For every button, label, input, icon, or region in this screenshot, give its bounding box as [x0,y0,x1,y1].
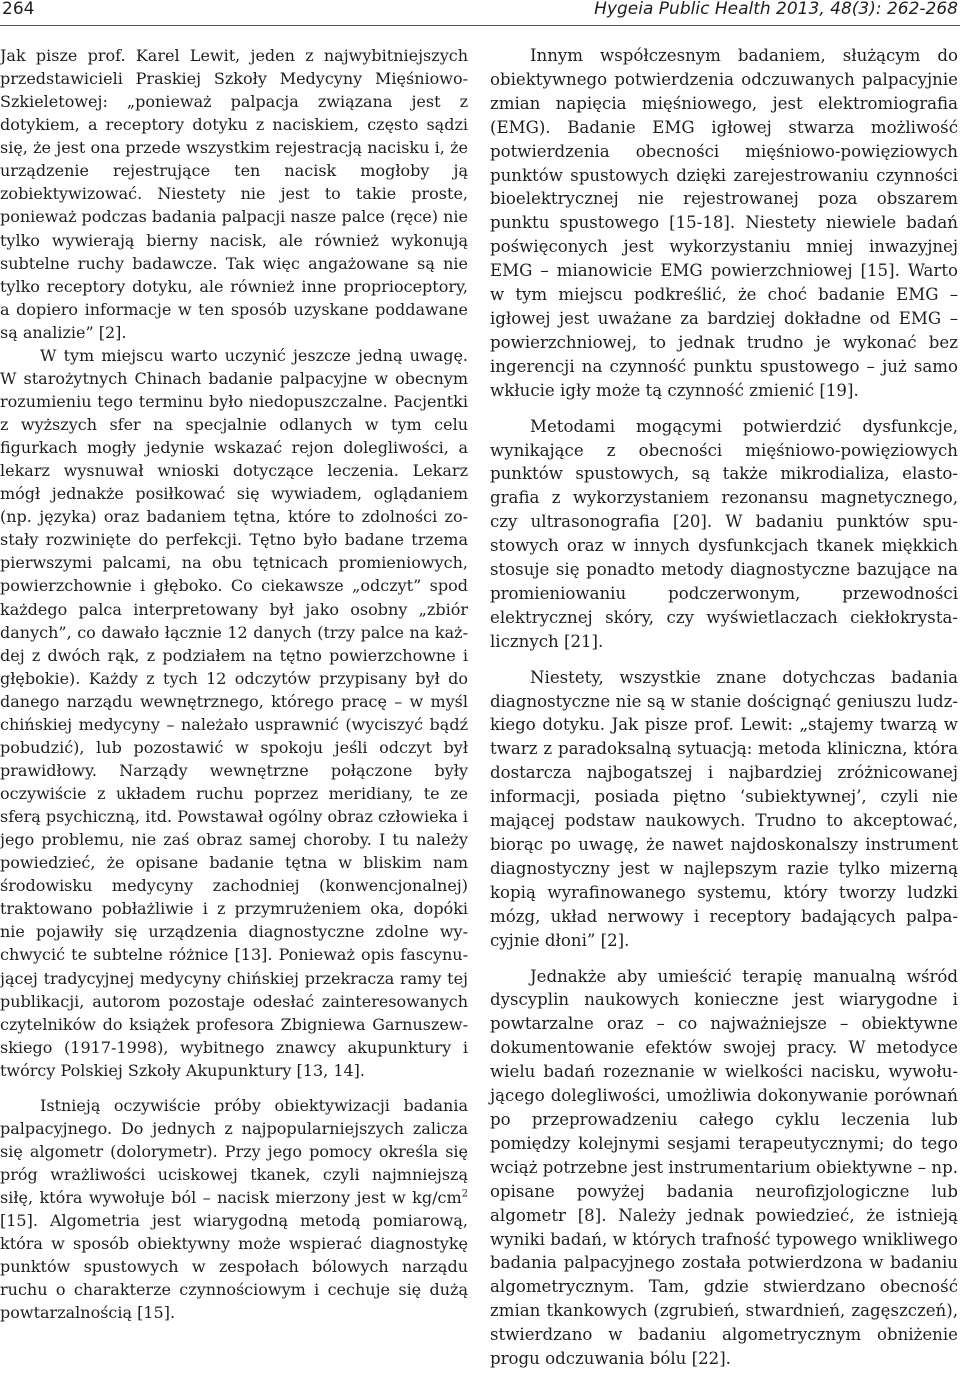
paragraph-lewit-quote: Jak pisze prof. Karel Lewit, jeden z najwybitniejszych przedstawicieli Praskiej Szkoły Medycyny Mięśniowo-Szkieletowej: „ponieważ palpacja związana jest z dotykiem, a receptory dotyku z naciskiem, często sądzi się, że jest ona przede wszystkim rejestracją nacisku i, że urządzenie rejestrujące ten nacisk mogłoby ją zobiektywizować. Niestety nie jest to takie proste, ponieważ podczas badania palpacji nasze palce (ręce) nie tylko wywierają bierny nacisk, ale również wykonują subtelne ruchy badawcze. Tak więc angażowane są nie tylko receptory dotyku, ale również inne proprioceptory, a dopiero informacje w ten sposób uzyskane poddawane są analizie” [2]. [0,46,468,342]
right-column [490,44,958,1371]
paragraph-manual-therapy: Jednakże aby umieścić terapię manualną wśród dyscyplin naukowych konieczne jest wiarygodne i powtarzalne oraz – co najważniejsze – obiektywne dokumentowanie efektów swojej pracy. W metodyce wielu badań rozeznanie w wielkości nacisku, wywołującego dolegliwości, umożliwia dokonywanie porównań po przeprowadzeniu całego cyklu leczenia lub pomiędzy kolejnymi sesjami terapeutycznymi; do tego wciąż potrzebne jest instrumentarium obiektywne – np. opisane powyżej badania neurofizjologiczne lub algometr [8]. Należy jednak powiedzieć, że istnieją wyniki badań, w których trafność typowego wnikliwego badania palpacyjnego została potwierdzona w badaniu algometrycznym. Tam, gdzie stwierdzano obecność zmian tkankowych (zgrubień, stwardnień, zagęszczeń), stwierdzano w badaniu algometrycznym obniżenie progu odczuwania bólu [22]. [490,966,958,1369]
page-number: 264 [2,0,35,19]
paragraph-chinese-medicine: W tym miejscu warto uczynić jeszcze jedną uwagę. W starożytnych Chinach badanie palpacyjne w obecnym rozumieniu tego terminu było niedopuszczalne. Pacjentki z wyższych sfer na specjalnie odlanych w tym celu figurkach mogły jedynie wskazać rejon dolegliwości, a lekarz wysnuwał wnioski dotyczące leczenia. Lekarz mógł jednakże posiłkować się wywiadem, oglądaniem (np. języka) oraz badaniem tętna, które to zdolności zostały rozwinięte do perfekcji. Tętno było badane trzema pierwszymi palcami, na obu tętnicach promieniowych, powierzchownie i głęboko. Co ciekawsze „odczyt” spod każdego palca interpretowany był jako osobny „zbiór danych”, co dawało łącznie 12 danych (trzy palce na każdej z dwóch rąk, z podziałem na tętno powierzchowne i głębokie). Każdy z tych 12 odczytów przypisany był do danego narządu wewnętrznego, którego pracę – w myśl chińskiej medycyny – należało usprawnić (wyciszyć bądź pobudzić), lub pozostawić w spokoju jeśli odczyt był prawidłowy. Narządy wewnętrzne połączone były oczywiście z układem ruchu poprzez meridiany, te ze sferą psychiczną, itd. Powstawał ogólny obraz człowieka i jego problemu, nie zaś obraz samej choroby. I tu należy powiedzieć, że opisane badanie tętna w bliskim nam środowisku medycyny zachodniej (konwencjonalnej) traktowano pobłażliwie i z przymrużeniem oka, dopóki nie pojawiły się urządzenia diagnostyczne zdolne wychwycić te subtelne różnice [13]. Ponieważ opis fascynującej tradycyjnej medycyny chińskiej przekracza ramy tej publikacji, autorom pozostaje odesłać zainteresowanych czytelników do książek profesora Zbigniewa Garnuszewskiego (1917-1998), wybitnego znawcy akupunktury i twórcy Polskiej Szkoły Akupunktury [13, 14]. [0,345,468,1080]
left-column [0,44,468,1324]
algometer-text-start: Istnieją oczywiście próby obiektywizacji badania palpacyjnego. Do jednych z najpopularniejszych zalicza się algometr (dolorymetr). Przy jego pomocy określa się próg wrażliwości uciskowej tkanek, czyli najmniejszą siłę, która wywołuje ból – nacisk mierzony jest w kg/cm [0,1095,468,1208]
running-header [0,0,960,26]
paragraph-emg: Innym współczesnym badaniem, służącym do obiektywnego potwierdzenia odczuwanych palpacyjnie zmian napięcia mięśniowego, jest elektromiografia (EMG). Badanie EMG igłowej stwarza możliwość potwierdzenia obecności mięśniowo-powięziowych punktów spustowych dzięki zarejestrowaniu czynności bioelektrycznej nie rejestrowanej poza obszarem punktu spustowego [15-18]. Niestety niewiele badań poświęconych jest wykorzystaniu mniej inwazyjnej EMG – mianowicie EMG powierzchniowej [15]. Warto w tym miejscu podkreślić, że choć badanie EMG – igłowej jest uważane za bardziej dokładne od EMG – powierzchniowej, to jednak trudno je wykonać bez ingerencji na czynność punktu spustowego – już samo wkłucie igły może tą czynność zmienić [19]. [490,46,958,400]
paragraph-algometer [0,1094,468,1325]
superscript-2: 2 [461,1188,468,1200]
paragraph-other-methods: Metodami mogącymi potwierdzić dysfunkcje, wynikające z obecności mięśniowo-powięziowych punktów spustowych, są także mikrodializa, elastografia z wykorzystaniem rezonansu magnetycznego, czy ultrasonografia [20]. W badaniu punktów spustowych oraz w innych dysfunkcjach tkanek miękkich stosuje się ponadto metody diagnostyczne bazujące na promieniowaniu podczerwonym, przewodności elektrycznej skóry, czy wyświetlaczach ciekłokrystalicznych [21]. [490,416,958,651]
journal-citation: Hygeia Public Health 2013, 48(3): 262-268 [594,0,958,19]
paragraph-human-touch: Niestety, wszystkie znane dotychczas badania diagnostyczne nie są w stanie doścignąć geniuszu ludzkiego dotyku. Jak pisze prof. Lewit: „stajemy twarzą w twarz z paradoksalną sytuacją: metoda kliniczna, która dostarcza najbogatszej i najbardziej zróżnicowanej informacji, posiada piętno ‘subiektywnej’, czyli nie mającej podstaw naukowych. Trudno to akceptować, biorąc po uwagę, że nawet najdoskonalszy instrument diagnostyczny jest w najlepszym razie tylko mizerną kopią wyrafinowanego systemu, który tworzy ludzki mózg, układ nerwowy i receptory badających palpacyjnie dłoni” [2]. [490,667,958,950]
algometer-text-end: [15]. Algometria jest wiarygodną metodą pomiarową, która w sposób obiektywny może wspierać diagnostykę punktów spustowych w zespołach bólowych narządu ruchu o charakterze czynnościowym i cechuje się dużą powtarzalnością [15]. [0,1211,468,1323]
